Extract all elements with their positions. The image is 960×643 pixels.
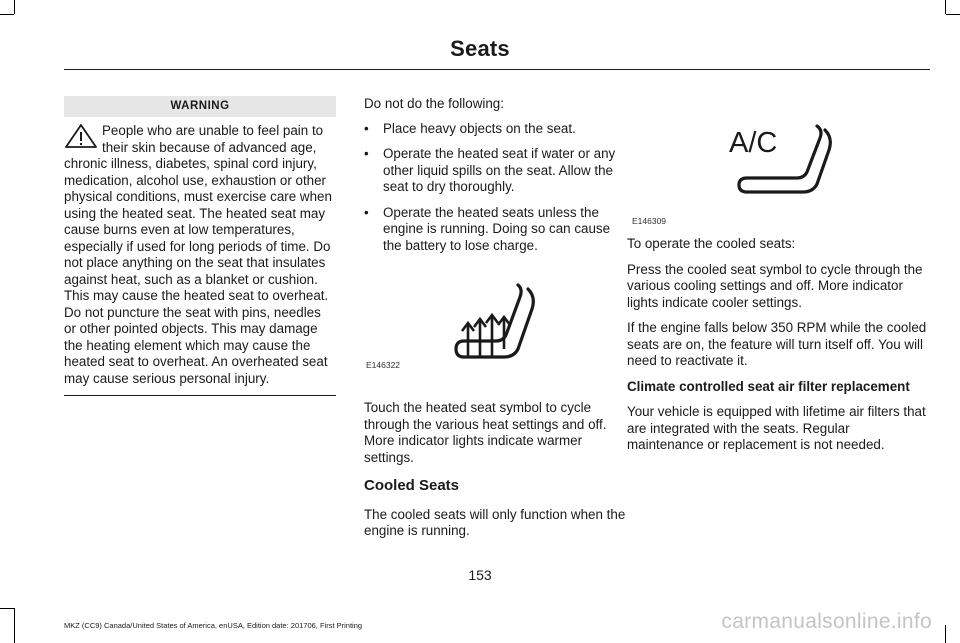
warning-body <box>64 123 336 387</box>
warning-divider <box>64 395 336 396</box>
cooled-seat-figure <box>627 100 927 226</box>
figure-label: E146309 <box>632 216 667 226</box>
watermark: carmanualsonline.info <box>721 610 932 633</box>
list-item: • Place heavy objects on the seat. <box>364 121 632 138</box>
do-not-list <box>364 121 632 255</box>
cooled-seat-icon <box>727 122 837 202</box>
crop-mark <box>14 0 15 14</box>
press-text: Press the cooled seat symbol to cycle through the various cooling settings and off. More indicator lights indicate cooler settings. <box>627 261 923 310</box>
ac-label: A/C <box>729 127 778 159</box>
warning-heading: WARNING <box>64 96 336 117</box>
warning-text: People who are unable to feel pain to their skin because of advanced age, chronic illness, diabetes, spinal cord injury, medication, alcohol use, exhaustion or other physical conditions, must exercise care when using the heated seat. The heated seat may cause burns even at low temperatures, especially if used for long periods of time. Do not place anything on the seat that insulates against heat, such as a blanket or cushion. This may cause the heated seat to overheat. Do not puncture the seat with pins, needles or other pointed objects. This may damage the heating element which may cause the heated seat to overheat. An overheated seat may cause serious personal injury. <box>64 123 332 386</box>
crop-mark <box>0 14 14 15</box>
footer-edition: MKZ (CC9) Canada/United States of America, enUSA, Edition date: 201706, First Printing <box>64 621 363 630</box>
heated-seat-figure <box>364 263 632 385</box>
cooled-seats-heading: Cooled Seats <box>364 477 460 494</box>
crop-mark <box>946 14 960 15</box>
header-divider <box>64 69 930 70</box>
cooled-seats-text: The cooled seats will only function when the engine is running. <box>364 506 626 538</box>
page-number: 153 <box>468 567 492 583</box>
page-title: Seats <box>450 36 510 61</box>
crop-mark <box>945 625 946 643</box>
filter-heading: Climate controlled seat air filter replacement <box>627 378 910 394</box>
list-item: • Operate the heated seat if water or any other liquid spills on the seat. Allow the seat to dry thoroughly. <box>364 146 632 196</box>
do-not-intro: Do not do the following: <box>364 96 504 111</box>
filter-text: Your vehicle is equipped with lifetime air filters that are integrated with the seats. Regular maintenance or replacement is not needed. <box>627 404 926 452</box>
crop-mark <box>0 608 14 609</box>
crop-mark <box>945 0 946 14</box>
crop-mark <box>14 608 15 643</box>
heated-seat-text: Touch the heated seat symbol to cycle through the various heat settings and off. More indicator lights indicate warmer settings. <box>364 400 607 465</box>
warning-triangle-icon <box>64 123 98 149</box>
heated-seat-icon <box>448 279 538 363</box>
middle-column <box>364 96 632 540</box>
rpm-text: If the engine falls below 350 RPM while the cooled seats are on, the feature will turn itself off. You will need to reactivate it. <box>627 320 927 368</box>
warning-column <box>64 96 336 396</box>
figure-label: E146322 <box>366 360 401 370</box>
right-column <box>627 100 927 454</box>
list-item: • Operate the heated seats unless the engine is running. Doing so can cause the battery to lose charge. <box>364 205 632 255</box>
operate-text: To operate the cooled seats: <box>627 236 796 251</box>
